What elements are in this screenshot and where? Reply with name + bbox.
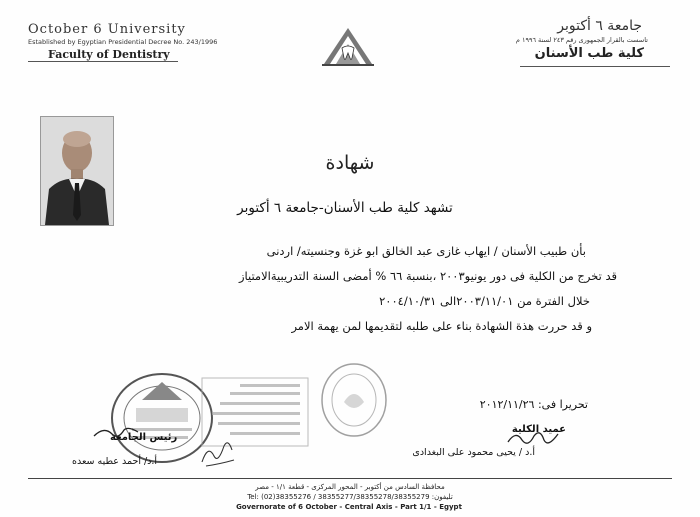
footer-phones: Tel: (02)38355276 / 38355277/38355278/38355279 :تليفون bbox=[247, 493, 453, 501]
certificate-line-5: و قد حررت هذة الشهادة بناء على طلبه لتقديمها لمن يهمة الامر bbox=[291, 319, 592, 333]
dean-title: عميد الكلية bbox=[511, 424, 566, 435]
decree-ar: تاسست بالقرار الجمهورى رقم ٢٤٣ لسنة ١٩٩٦ م bbox=[515, 36, 648, 44]
certificate-line-3: قد تخرج من الكلية فى دور يونيو٢٠٠٣ ،بنسبة ٦٦ % أمضى السنة التدريبيةالامتياز bbox=[238, 269, 617, 283]
header-rule-en bbox=[28, 61, 178, 62]
handwritten-initials-icon bbox=[196, 434, 242, 470]
certificate-line-2: بأن طبيب الأسنان / ايهاب غازى عبد الخالق ابو غزة وجنسيته/ اردنى bbox=[266, 244, 586, 258]
seal-stamp-icon bbox=[318, 360, 390, 440]
faculty-name-ar: كلية طب الأسنان bbox=[534, 46, 644, 61]
header-rule-ar bbox=[520, 66, 670, 67]
university-name-en: October 6 University bbox=[28, 22, 186, 37]
certificate-line-1: تشهد كلية طب الأسنان-جامعة ٦ أكتوبر bbox=[237, 200, 453, 216]
portrait-photo bbox=[40, 116, 114, 226]
faculty-name-en: Faculty of Dentistry bbox=[48, 48, 170, 61]
footer-address-ar: محافظة السادس من أكتوبر - المحور المركزى - قطعة ١/١ - مصر bbox=[255, 483, 445, 491]
university-logo-icon bbox=[322, 24, 374, 68]
president-signature-icon bbox=[92, 424, 140, 442]
certificate-title: شهادة bbox=[325, 152, 375, 174]
decree-en: Established by Egyptian Presidential Decree No. 243/1996 bbox=[28, 38, 218, 46]
footer-address-en: Governorate of 6 October - Central Axis - Part 1/1 - Egypt bbox=[236, 503, 462, 511]
president-name: أ.د/ أحمد عطيه سعده bbox=[72, 456, 158, 467]
footer-rule bbox=[28, 478, 672, 479]
president-title: رئيس الجامعة bbox=[110, 432, 178, 443]
certificate-line-4: خلال الفترة من ٢٠٠٣/١١/٠١الى ٢٠٠٤/١٠/٣١ bbox=[379, 294, 590, 308]
dean-name: أ.د / يحيى محمود على البغدادى bbox=[412, 447, 535, 458]
university-name-ar: جامعة ٦ أكتوبر bbox=[557, 18, 642, 34]
issue-date: تحريرا فى: ٢٠١٢/١١/٢٦ bbox=[479, 398, 588, 411]
